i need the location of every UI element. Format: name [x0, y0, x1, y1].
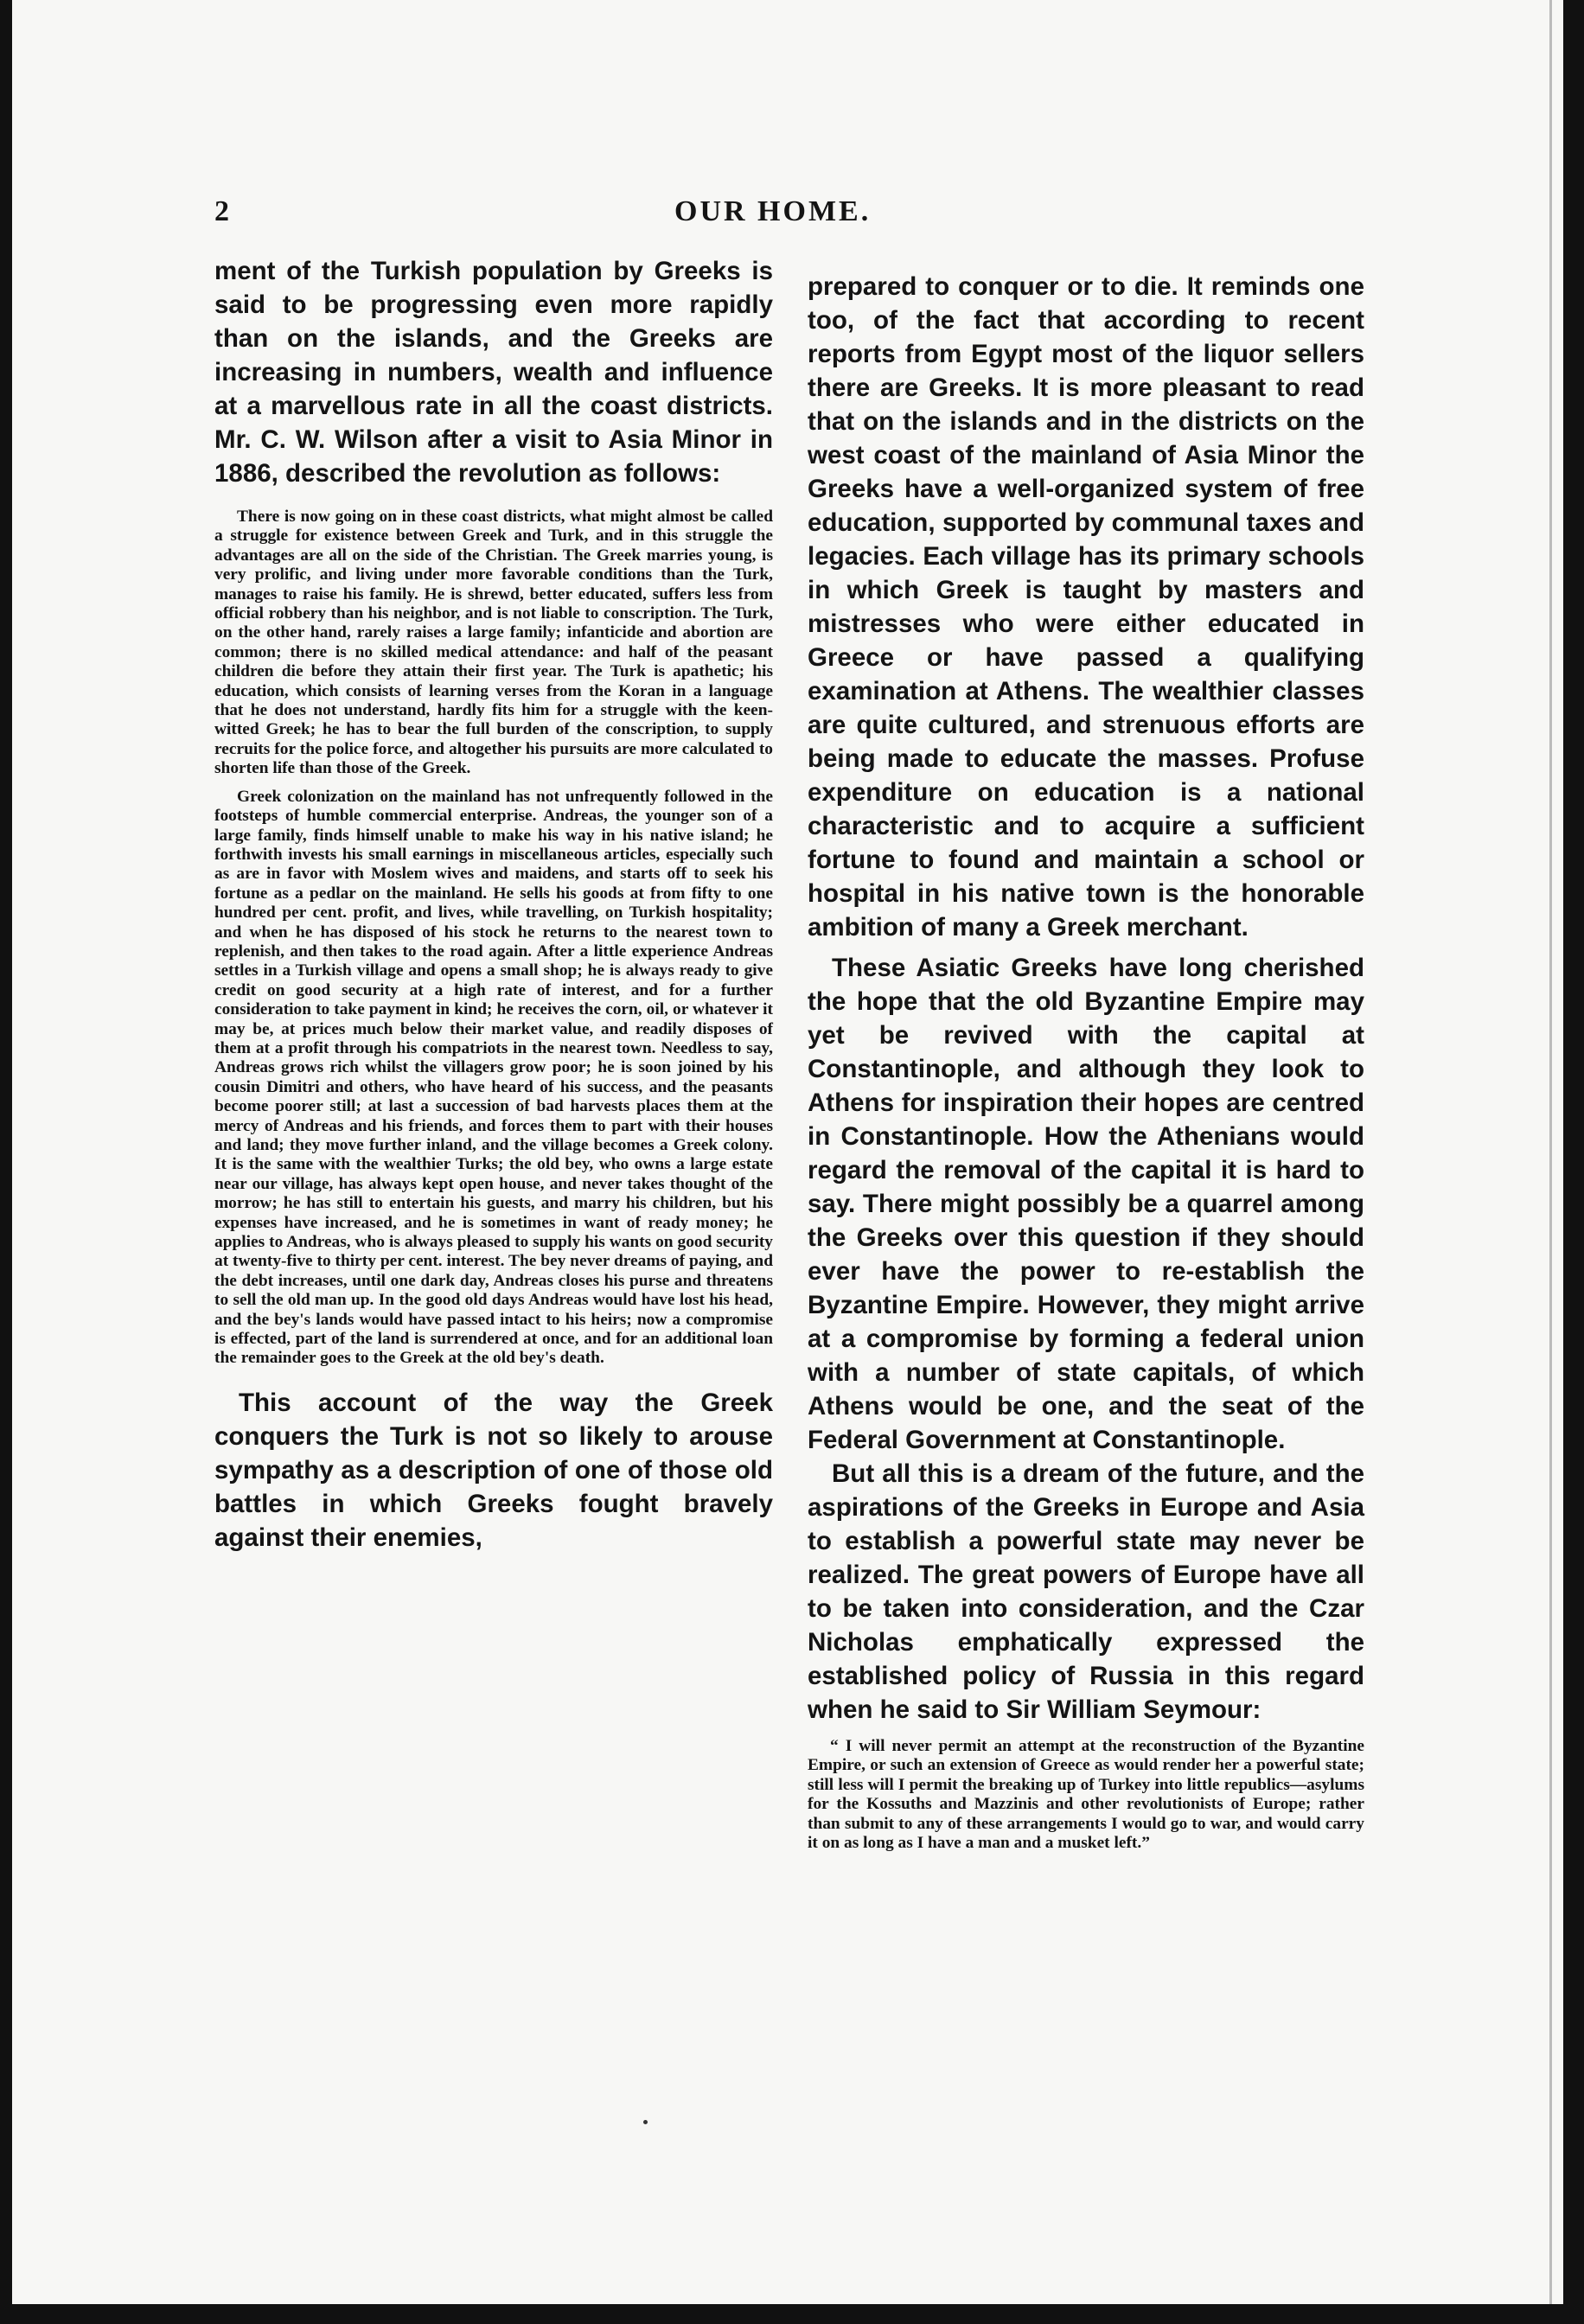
print-speck	[643, 2120, 648, 2124]
right-paragraph-3: But all this is a dream of the future, and the aspirations of the Greeks in Europe and Asia to establish a powerful state may never be realized. The great powers of Europe have all to be taken into consideration, and the Czar Nicholas emphatically expressed the established policy of Russia in this regard when he said to Sir William Seymour:	[808, 1459, 1364, 1724]
scan-border-right	[1563, 0, 1584, 2324]
page-number: 2	[214, 195, 229, 227]
right-quote: “ I will never permit an attempt at the reconstruction of the Byzantine Empire, or such an extension of Greece as would render her a powerful state; still less will I permit the breaking up of Turkey into little republics—asylums for the Kossuths and Mazzinis and other revolutionists of Europe; rather than submit to any of these arrangements I would go to war, and would carry it on as long as I have a man and a musket left.”	[808, 1737, 1364, 1853]
left-column	[214, 254, 773, 1555]
left-paragraph-2: This account of the way the Greek conquers the Turk is not so likely to arouse sympathy as a description of one of those old battles in which Greeks fought bravely against their enemies,	[214, 1388, 773, 1552]
left-paragraph-1: ment of the Turkish population by Greeks is said to be progressing even more rapidly than on the islands, and the Greeks are increasing in numbers, wealth and influence at a marvellous rate in all the coast districts. Mr. C. W. Wilson after a visit to Asia Minor in 1886, described the revolution as follows:	[214, 257, 773, 488]
scan-border-bottom	[0, 2304, 1584, 2324]
page-edge-line	[1549, 0, 1552, 2324]
left-quote-1: There is now going on in these coast districts, what might almost be called a struggle for existence between Greek and Turk, and in this struggle the advantages are all on the side of the Christian. The Greek marries young, is very prolific, and living under more favorable conditions than the Turk, manages to raise his family. He is shrewd, better educated, suffers less from official robbery than his neighbor, and is not liable to conscription. The Turk, on the other hand, rarely raises a large family; infanticide and abortion are common; there is no skilled medical attendance: and half of the peasant children die before they attain their first year. The Turk is apathetic; his education, which consists of learning verses from the Koran in a language that he does not understand, hardly fits him for a struggle with the keen-witted Greek; he has to bear the full burden of the conscription, to supply recruits for the police force, and altogether his pursuits are more calculated to shorten life than those of the Greek.	[214, 508, 773, 778]
right-paragraph-1: prepared to conquer or to die. It reminds one too, of the fact that according to recent reports from Egypt most of the liquor sellers there are Greeks. It is more pleasant to read that on the islands and in the districts on the west coast of the mainland of Asia Minor the Greeks have a well-organized system of free education, supported by communal taxes and legacies. Each village has its primary schools in which Greek is taught by masters and mistresses who were either educated in Greece or have passed a qualifying examination at Athens. The wealthier classes are quite cultured, and strenuous efforts are being made to educate the masses. Profuse expenditure on education is a national characteristic and to acquire a sufficient fortune to found and maintain a school or hospital in his native town is the honorable ambition of many a Greek merchant.	[808, 272, 1364, 942]
right-column	[808, 270, 1364, 1853]
right-paragraph-2: These Asiatic Greeks have long cherished the hope that the old Byzantine Empire may yet be revived with the capital at Constantinople, and although they look to Athens for inspiration their hopes are centred in Constantinople. How the Athenians would regard the removal of the capital it is hard to say. There might possibly be a quarrel among the Greeks over this question if they should ever have the power to re-establish the Byzantine Empire. However, they might arrive at a compromise by forming a federal union with a number of state capitals, of which Athens would be one, and the seat of the Federal Government at Constantinople.	[808, 954, 1364, 1454]
running-head: OUR HOME.	[674, 195, 872, 227]
left-quote-2: Greek colonization on the mainland has not unfrequently followed in the footsteps of humble commercial enterprise. Andreas, the younger son of a large family, finds himself unable to make his way in his native island; he forthwith invests his small earnings in miscellaneous articles, especially such as are in favor with Moslem wives and maidens, and starts off to seek his fortune as a pedlar on the mainland. He sells his goods at from fifty to one hundred per cent. profit, and lives, while travelling, on Turkish hospitality; and when he has disposed of his stock he returns to the nearest town to replenish, and then takes to the road again. After a little experience Andreas settles in a Turkish village and opens a small shop; he is always ready to give credit on good security at a high rate of interest, and for a further consideration to take payment in kind; he receives the corn, oil, or whatever it may be, at prices much below their market value, and readily disposes of them at a profit through his compatriots in the nearest town. Needless to say, Andreas grows rich whilst the villagers grow poor; he is soon joined by his cousin Dimitri and others, who have heard of his success, and the peasants become poorer still; at last a succession of bad harvests places them at the mercy of Andreas and his friends, and forces them to part with their houses and land; they move further inland, and the village becomes a Greek colony. It is the same with the wealthier Turks; the old bey, who owns a large estate near our village, has always kept open house, and never takes thought of the morrow; he has still to entertain his guests, and marry his children, but his expenses have increased, and he is sometimes in want of ready money; he applies to Andreas, who is always pleased to supply his wants on good security at twenty-five to thirty per cent. interest. The bey never dreams of paying, and the debt increases, until one dark day, Andreas closes his purse and threatens to sell the old man up. In the good old days Andreas would have lost his head, and the bey's lands would have passed intact to his heirs; now a compromise is effected, part of the land is surrendered at once, and for an additional loan the remainder goes to the Greek at the old bey's death.	[214, 787, 773, 1368]
scan-border-left	[0, 0, 12, 2324]
